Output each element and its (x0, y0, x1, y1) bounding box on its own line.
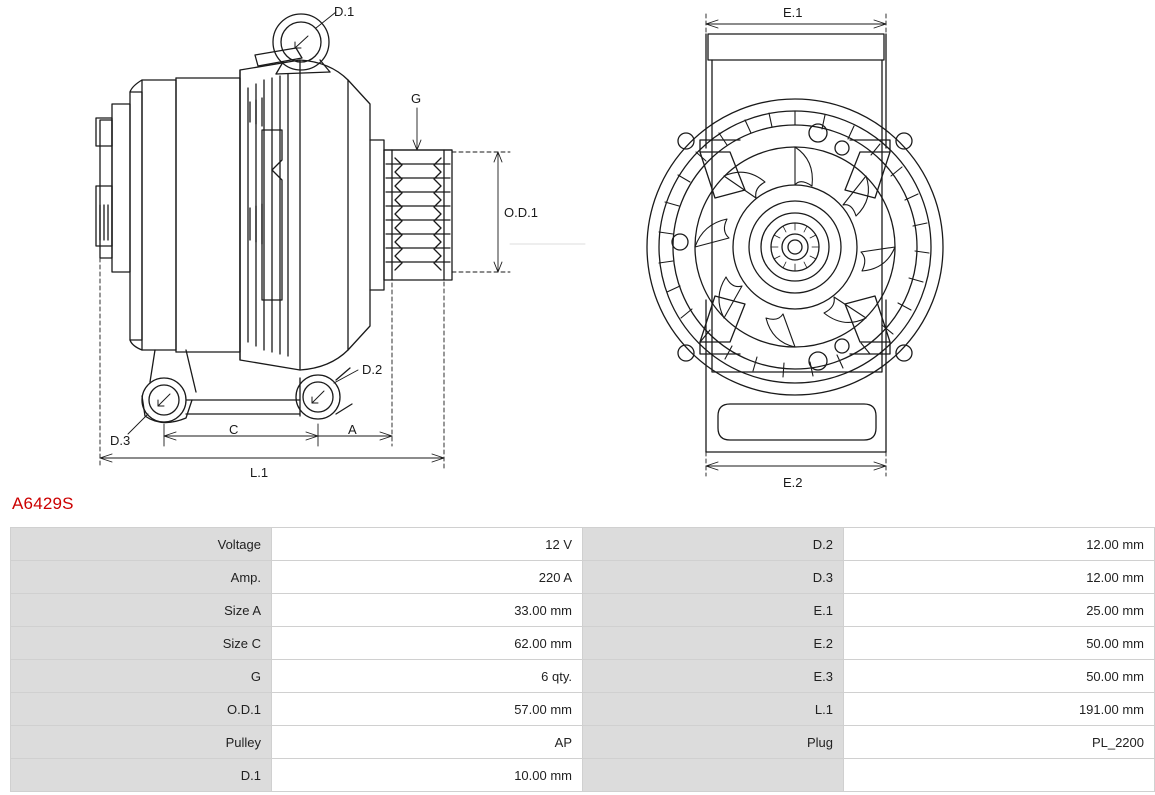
spec-value: 12.00 mm (844, 528, 1155, 561)
label-e1: E.1 (783, 5, 803, 20)
spec-value: 50.00 mm (844, 627, 1155, 660)
spec-label-empty (583, 759, 844, 792)
table-row (11, 561, 1155, 594)
spec-value: 25.00 mm (844, 594, 1155, 627)
table-row (11, 627, 1155, 660)
spec-label: Pulley (11, 726, 272, 759)
spec-label: O.D.1 (11, 693, 272, 726)
spec-value: AP (272, 726, 583, 759)
spec-label: E.3 (583, 660, 844, 693)
table-row (11, 726, 1155, 759)
spec-label: Amp. (11, 561, 272, 594)
spec-value: 57.00 mm (272, 693, 583, 726)
table-row (11, 759, 1155, 792)
spec-label: D.1 (11, 759, 272, 792)
spec-label: D.3 (583, 561, 844, 594)
spec-value: 220 A (272, 561, 583, 594)
spec-value-empty (844, 759, 1155, 792)
spec-value: 12.00 mm (844, 561, 1155, 594)
label-od1: O.D.1 (504, 205, 538, 220)
label-g: G (411, 91, 422, 106)
spec-value: 33.00 mm (272, 594, 583, 627)
spec-value: 10.00 mm (272, 759, 583, 792)
label-l1: L.1 (250, 465, 269, 480)
spec-value: PL_2200 (844, 726, 1155, 759)
spec-value: 191.00 mm (844, 693, 1155, 726)
spec-label: D.2 (583, 528, 844, 561)
table-row (11, 693, 1155, 726)
label-d2: D.2 (362, 362, 383, 377)
specifications-table (10, 527, 1155, 792)
spec-label: Plug (583, 726, 844, 759)
spec-label: E.1 (583, 594, 844, 627)
label-e2: E.2 (783, 475, 803, 490)
spec-label: Voltage (11, 528, 272, 561)
label-d1: D.1 (334, 4, 355, 19)
spec-label: G (11, 660, 272, 693)
label-d3: D.3 (110, 433, 131, 448)
spec-label: L.1 (583, 693, 844, 726)
label-c: C (229, 422, 239, 437)
spec-value: 12 V (272, 528, 583, 561)
part-code: A6429S (12, 494, 74, 513)
table-row (11, 594, 1155, 627)
spec-value: 6 qty. (272, 660, 583, 693)
table-row (11, 528, 1155, 561)
spec-value: 50.00 mm (844, 660, 1155, 693)
spec-label: Size C (11, 627, 272, 660)
spec-label: Size A (11, 594, 272, 627)
table-row (11, 660, 1155, 693)
alternator-front-view (647, 34, 943, 452)
alternator-side-view (96, 14, 452, 423)
spec-label: E.2 (583, 627, 844, 660)
label-a: A (348, 422, 357, 437)
spec-value: 62.00 mm (272, 627, 583, 660)
